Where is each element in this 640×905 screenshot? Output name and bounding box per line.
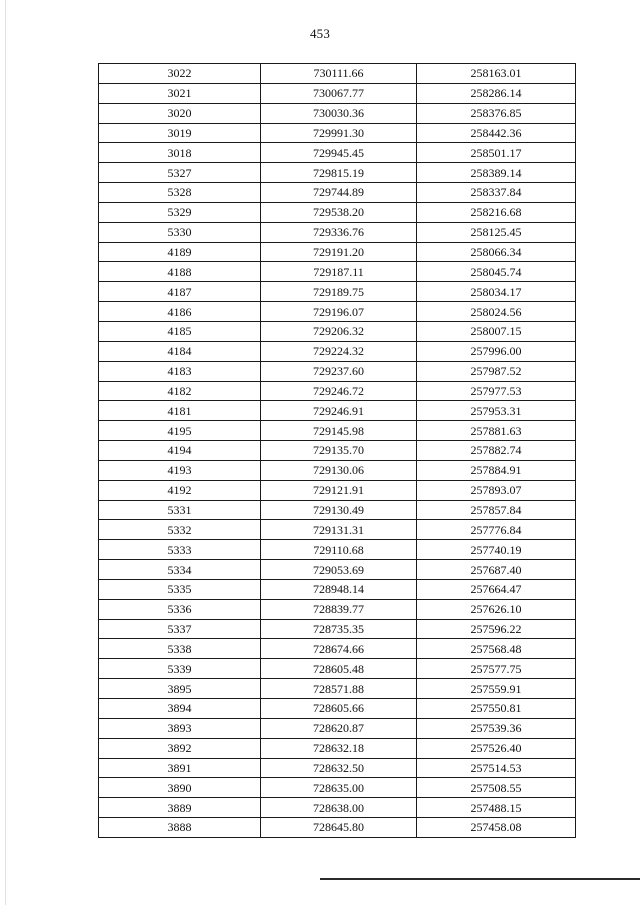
y-coordinate-cell: 257568.48: [417, 639, 576, 659]
x-coordinate-cell: 728645.80: [261, 818, 417, 838]
x-coordinate-cell: 729130.49: [261, 500, 417, 520]
table-row: [99, 679, 576, 699]
table-row: [99, 699, 576, 719]
table-row: [99, 401, 576, 421]
y-coordinate-cell: 257857.84: [417, 500, 576, 520]
y-coordinate-cell: 257893.07: [417, 480, 576, 500]
x-coordinate-cell: 729131.31: [261, 520, 417, 540]
y-coordinate-cell: 257488.15: [417, 798, 576, 818]
table-row: [99, 421, 576, 441]
point-id-cell: 4187: [99, 282, 261, 302]
x-coordinate-cell: 728638.00: [261, 798, 417, 818]
y-coordinate-cell: 257953.31: [417, 401, 576, 421]
x-coordinate-cell: 729196.07: [261, 302, 417, 322]
x-coordinate-cell: 728839.77: [261, 599, 417, 619]
x-coordinate-cell: 729189.75: [261, 282, 417, 302]
table-row: [99, 500, 576, 520]
x-coordinate-cell: 729110.68: [261, 540, 417, 560]
table-row: [99, 222, 576, 242]
point-id-cell: 4186: [99, 302, 261, 322]
point-id-cell: 5336: [99, 599, 261, 619]
table-row: [99, 242, 576, 262]
x-coordinate-cell: 728571.88: [261, 679, 417, 699]
x-coordinate-cell: 728605.66: [261, 699, 417, 719]
y-coordinate-cell: 257596.22: [417, 619, 576, 639]
x-coordinate-cell: 729121.91: [261, 480, 417, 500]
table-row: [99, 163, 576, 183]
x-coordinate-cell: 729130.06: [261, 460, 417, 480]
point-id-cell: 3895: [99, 679, 261, 699]
table-row: [99, 460, 576, 480]
point-id-cell: 5339: [99, 659, 261, 679]
table-row: [99, 341, 576, 361]
x-coordinate-cell: 729246.72: [261, 381, 417, 401]
point-id-cell: 5335: [99, 579, 261, 599]
y-coordinate-cell: 257539.36: [417, 718, 576, 738]
coordinates-table: [98, 63, 576, 838]
y-coordinate-cell: 258034.17: [417, 282, 576, 302]
point-id-cell: 5332: [99, 520, 261, 540]
table-row: [99, 758, 576, 778]
x-coordinate-cell: 730111.66: [261, 64, 417, 84]
y-coordinate-cell: 257687.40: [417, 560, 576, 580]
x-coordinate-cell: 729246.91: [261, 401, 417, 421]
table-row: [99, 639, 576, 659]
y-coordinate-cell: 258125.45: [417, 222, 576, 242]
table-row: [99, 480, 576, 500]
x-coordinate-cell: 729991.30: [261, 123, 417, 143]
y-coordinate-cell: 257626.10: [417, 599, 576, 619]
table-row: [99, 361, 576, 381]
x-coordinate-cell: 729145.98: [261, 421, 417, 441]
table-row: [99, 64, 576, 84]
x-coordinate-cell: 729053.69: [261, 560, 417, 580]
point-id-cell: 3890: [99, 778, 261, 798]
point-id-cell: 3018: [99, 143, 261, 163]
x-coordinate-cell: 729815.19: [261, 163, 417, 183]
point-id-cell: 4185: [99, 321, 261, 341]
table-row: [99, 262, 576, 282]
point-id-cell: 5328: [99, 183, 261, 203]
x-coordinate-cell: 730067.77: [261, 83, 417, 103]
table-row: [99, 183, 576, 203]
y-coordinate-cell: 258045.74: [417, 262, 576, 282]
y-coordinate-cell: 258376.85: [417, 103, 576, 123]
y-coordinate-cell: 258286.14: [417, 83, 576, 103]
point-id-cell: 5333: [99, 540, 261, 560]
y-coordinate-cell: 257508.55: [417, 778, 576, 798]
table-row: [99, 540, 576, 560]
y-coordinate-cell: 258216.68: [417, 202, 576, 222]
x-coordinate-cell: 728735.35: [261, 619, 417, 639]
y-coordinate-cell: 258442.36: [417, 123, 576, 143]
y-coordinate-cell: 257776.84: [417, 520, 576, 540]
table-row: [99, 202, 576, 222]
y-coordinate-cell: 258389.14: [417, 163, 576, 183]
x-coordinate-cell: 728635.00: [261, 778, 417, 798]
point-id-cell: 4189: [99, 242, 261, 262]
table-row: [99, 798, 576, 818]
table-row: [99, 579, 576, 599]
table-row: [99, 83, 576, 103]
table-row: [99, 123, 576, 143]
page-number: 453: [309, 26, 331, 41]
coordinates-table-body: [99, 64, 576, 838]
table-row: [99, 619, 576, 639]
point-id-cell: 5338: [99, 639, 261, 659]
point-id-cell: 5327: [99, 163, 261, 183]
point-id-cell: 4183: [99, 361, 261, 381]
point-id-cell: 5337: [99, 619, 261, 639]
point-id-cell: 4181: [99, 401, 261, 421]
table-row: [99, 441, 576, 461]
y-coordinate-cell: 257514.53: [417, 758, 576, 778]
x-coordinate-cell: 728605.48: [261, 659, 417, 679]
table-row: [99, 282, 576, 302]
y-coordinate-cell: 258337.84: [417, 183, 576, 203]
y-coordinate-cell: 257740.19: [417, 540, 576, 560]
y-coordinate-cell: 258007.15: [417, 321, 576, 341]
y-coordinate-cell: 258163.01: [417, 64, 576, 84]
x-coordinate-cell: 728674.66: [261, 639, 417, 659]
x-coordinate-cell: 730030.36: [261, 103, 417, 123]
x-coordinate-cell: 728620.87: [261, 718, 417, 738]
table-row: [99, 103, 576, 123]
x-coordinate-cell: 729206.32: [261, 321, 417, 341]
table-row: [99, 321, 576, 341]
x-coordinate-cell: 729187.11: [261, 262, 417, 282]
point-id-cell: 3020: [99, 103, 261, 123]
table-row: [99, 520, 576, 540]
point-id-cell: 3888: [99, 818, 261, 838]
point-id-cell: 3892: [99, 738, 261, 758]
y-coordinate-cell: 257882.74: [417, 441, 576, 461]
y-coordinate-cell: 257550.81: [417, 699, 576, 719]
point-id-cell: 3891: [99, 758, 261, 778]
point-id-cell: 3893: [99, 718, 261, 738]
y-coordinate-cell: 257996.00: [417, 341, 576, 361]
x-coordinate-cell: 729336.76: [261, 222, 417, 242]
table-row: [99, 599, 576, 619]
y-coordinate-cell: 257977.53: [417, 381, 576, 401]
point-id-cell: 3894: [99, 699, 261, 719]
bottom-rule: [320, 878, 640, 880]
point-id-cell: 5331: [99, 500, 261, 520]
point-id-cell: 5334: [99, 560, 261, 580]
y-coordinate-cell: 258024.56: [417, 302, 576, 322]
x-coordinate-cell: 729135.70: [261, 441, 417, 461]
x-coordinate-cell: 729538.20: [261, 202, 417, 222]
y-coordinate-cell: 258066.34: [417, 242, 576, 262]
table-row: [99, 778, 576, 798]
y-coordinate-cell: 257577.75: [417, 659, 576, 679]
x-coordinate-cell: 729744.89: [261, 183, 417, 203]
table-row: [99, 718, 576, 738]
table-row: [99, 818, 576, 838]
y-coordinate-cell: 257884.91: [417, 460, 576, 480]
x-coordinate-cell: 729191.20: [261, 242, 417, 262]
table-row: [99, 302, 576, 322]
point-id-cell: 4188: [99, 262, 261, 282]
point-id-cell: 5330: [99, 222, 261, 242]
x-coordinate-cell: 728948.14: [261, 579, 417, 599]
x-coordinate-cell: 728632.50: [261, 758, 417, 778]
table-row: [99, 738, 576, 758]
table-row: [99, 143, 576, 163]
table-row: [99, 659, 576, 679]
y-coordinate-cell: 257664.47: [417, 579, 576, 599]
y-coordinate-cell: 257987.52: [417, 361, 576, 381]
x-coordinate-cell: 729237.60: [261, 361, 417, 381]
point-id-cell: 3019: [99, 123, 261, 143]
y-coordinate-cell: 257881.63: [417, 421, 576, 441]
table-row: [99, 381, 576, 401]
point-id-cell: 3021: [99, 83, 261, 103]
scan-edge-line: [5, 0, 6, 905]
x-coordinate-cell: 728632.18: [261, 738, 417, 758]
y-coordinate-cell: 258501.17: [417, 143, 576, 163]
point-id-cell: 4193: [99, 460, 261, 480]
x-coordinate-cell: 729224.32: [261, 341, 417, 361]
point-id-cell: 3022: [99, 64, 261, 84]
table-row: [99, 560, 576, 580]
y-coordinate-cell: 257526.40: [417, 738, 576, 758]
y-coordinate-cell: 257559.91: [417, 679, 576, 699]
point-id-cell: 5329: [99, 202, 261, 222]
point-id-cell: 4192: [99, 480, 261, 500]
point-id-cell: 4184: [99, 341, 261, 361]
y-coordinate-cell: 257458.08: [417, 818, 576, 838]
point-id-cell: 4194: [99, 441, 261, 461]
point-id-cell: 4195: [99, 421, 261, 441]
point-id-cell: 3889: [99, 798, 261, 818]
x-coordinate-cell: 729945.45: [261, 143, 417, 163]
point-id-cell: 4182: [99, 381, 261, 401]
